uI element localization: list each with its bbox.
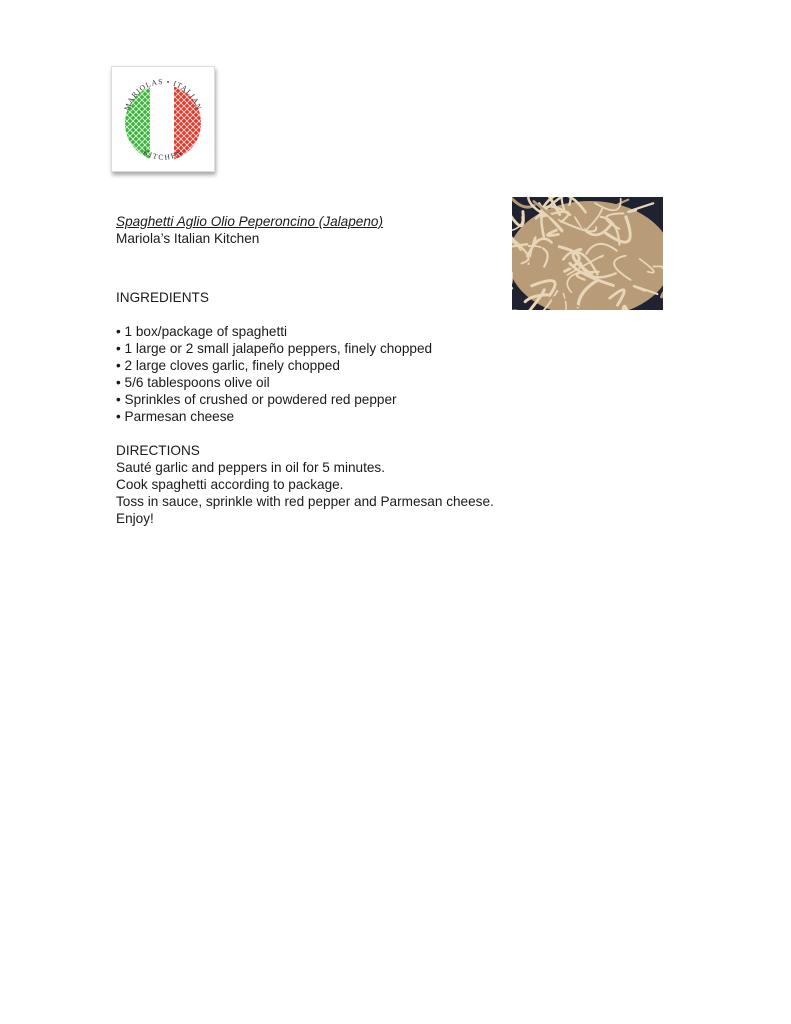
logo-arc-bottom-text: KITCHEN	[141, 147, 185, 162]
recipe-subtitle: Mariola’s Italian Kitchen	[116, 231, 260, 246]
ingredient-item: • 5/6 tablespoons olive oil	[116, 375, 270, 390]
pasta-strand	[623, 306, 628, 310]
ingredients-list	[116, 323, 556, 425]
ingredient-item: • Sprinkles of crushed or powdered red pepper	[116, 392, 397, 407]
ingredient-item: • 1 large or 2 small jalapeño peppers, finely chopped	[116, 341, 433, 356]
ingredient-item: • Parmesan cheese	[116, 409, 235, 424]
direction-step: Enjoy!	[116, 511, 154, 526]
logo	[111, 66, 215, 172]
logo-arc-top-text: MARIOLAS • ITALIAN	[122, 76, 204, 112]
direction-step: Cook spaghetti according to package.	[116, 477, 344, 492]
ingredient-item: • 2 large cloves garlic, finely chopped	[116, 358, 340, 373]
ingredients-heading: INGREDIENTS	[116, 290, 209, 305]
direction-step: Sauté garlic and peppers in oil for 5 minutes.	[116, 460, 386, 475]
direction-step: Toss in sauce, sprinkle with red pepper and Parmesan cheese.	[116, 494, 494, 509]
ingredient-item: • 1 box/package of spaghetti	[116, 324, 288, 339]
directions-heading: DIRECTIONS	[116, 443, 200, 458]
italian-flag-logo-icon	[112, 67, 214, 171]
recipe-document	[116, 213, 556, 527]
recipe-title: Spaghetti Aglio Olio Peperoncino (Jalapeno)	[116, 214, 384, 229]
